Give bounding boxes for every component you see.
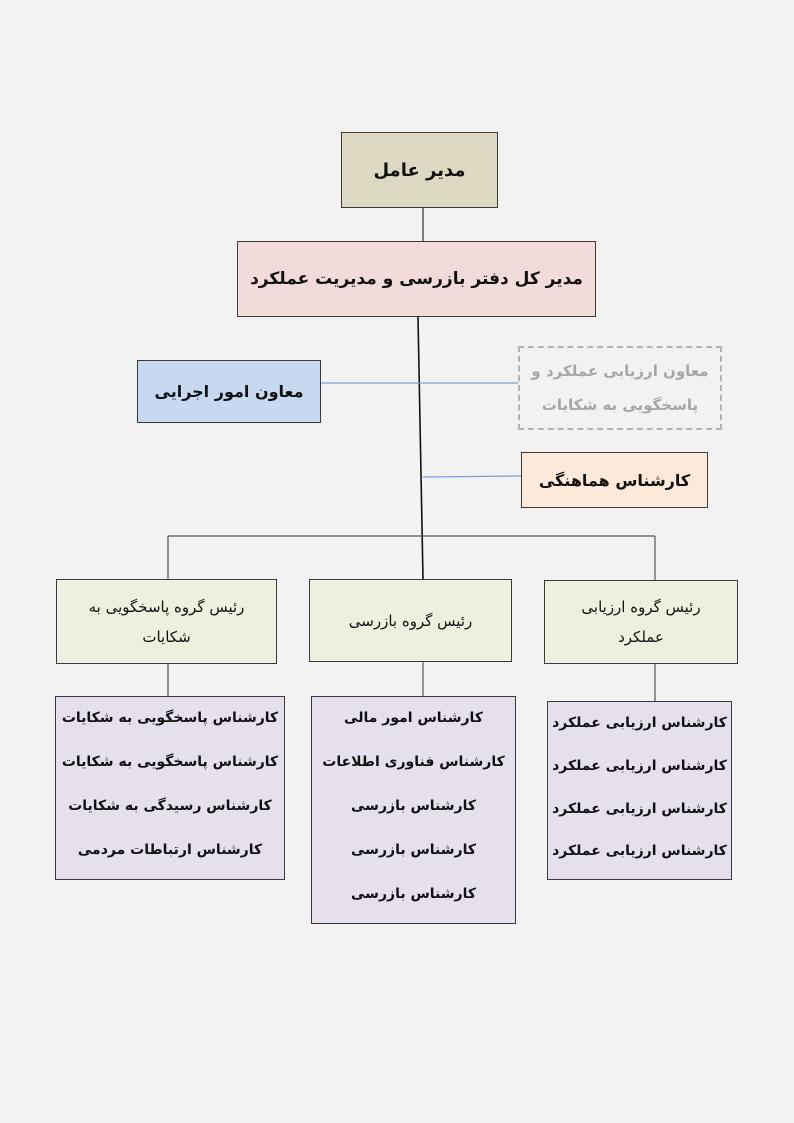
staff-item: کارشناس فناوری اطلاعات: [322, 754, 505, 770]
staff-item: کارشناس ارزیابی عملکرد: [552, 715, 727, 731]
inspection-staff-box: [311, 696, 516, 924]
staff-item: کارشناس ارزیابی عملکرد: [552, 800, 727, 817]
staff-item: کارشناس بازرسی: [351, 842, 476, 858]
staff-item: کارشناس رسیدگی به شکایات: [68, 798, 272, 814]
inspection-group-head-box: رئیس گروه بازرسی: [309, 579, 512, 662]
staff-item: کارشناس ارتباطات مردمی: [77, 842, 263, 858]
general-manager-box: مدیر کل دفتر بازرسی و مدیریت عملکرد: [237, 241, 596, 317]
deputy-evaluation-box: معاون ارزیابی عملکرد و پاسخگویی به شکایات: [518, 346, 722, 430]
evaluation-staff-box: [547, 701, 732, 880]
staff-item: کارشناس امور مالی: [344, 710, 483, 726]
staff-item: کارشناس بازرسی: [351, 798, 476, 814]
staff-item: کارشناس بازرسی: [351, 886, 476, 902]
deputy-executive-box: معاون امور اجرایی: [137, 360, 321, 423]
staff-item: کارشناس پاسخگویی به شکایات: [61, 754, 279, 770]
coordination-expert-box: کارشناس هماهنگی: [521, 452, 708, 508]
complaints-staff-box: [55, 696, 285, 880]
evaluation-group-head-box: رئیس گروه ارزیابی عملکرد: [544, 580, 738, 664]
staff-item: کارشناس ارزیابی عملکرد: [552, 843, 727, 860]
staff-item: کارشناس پاسخگویی به شکایات: [61, 710, 279, 726]
complaints-group-head-box: رئیس گروه پاسخگویی به شکایات: [56, 579, 277, 664]
main-trunk-line: [418, 317, 423, 579]
staff-item: کارشناس ارزیابی عملکرد: [552, 757, 727, 774]
ceo-box: مدیر عامل: [341, 132, 498, 208]
coordination-link-line: [423, 476, 521, 477]
